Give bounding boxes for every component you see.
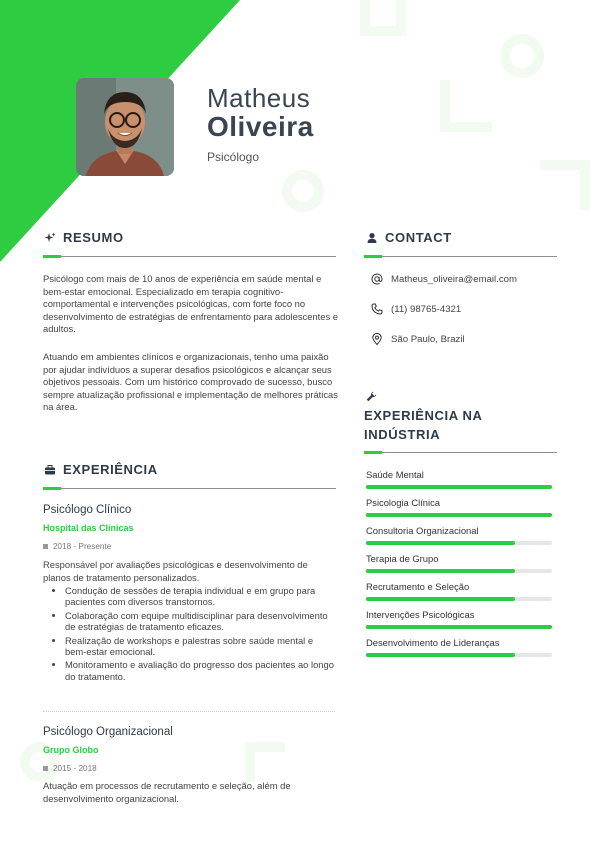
job-company-2: Grupo Globo <box>43 745 99 755</box>
skill-name: Saúde Mental <box>366 469 424 480</box>
wrench-icon <box>366 391 377 402</box>
skill-name: Recrutamento e Seleção <box>366 581 470 592</box>
contact-divider <box>364 256 557 257</box>
briefcase-icon <box>44 464 56 476</box>
contact-email[interactable] <box>371 273 517 285</box>
job-company-1: Hospital das Clínicas <box>43 523 134 533</box>
skill-item <box>366 469 552 489</box>
square-decoration <box>245 742 285 782</box>
skill-name: Terapia de Grupo <box>366 553 439 564</box>
contact-heading <box>366 230 452 245</box>
job-description-2: Atuação em processos de recrutamento e seleção, além de desenvolvimento organizacional. <box>43 780 291 804</box>
summary-paragraph-2: Atuando em ambientes clínicos e organizacionais, tenho uma paixão por ajudar indivíduos a superar desafios psicológicos e alcançar seus objetivos pessoais. Com um histórico comprovado de sucesso, busco sempre atualização profissional e implementação de melhores práticas na área. <box>43 351 338 413</box>
skill-bar-track <box>366 653 552 657</box>
industry-title-line-1: EXPERIÊNCIA NA <box>364 408 483 423</box>
circle-decoration <box>282 170 324 212</box>
square-decoration <box>360 0 406 36</box>
job-bullet: • Condução de sessões de terapia individual e em grupo para pacientes com diversos transtornos. <box>65 585 335 608</box>
skill-bar-track <box>366 513 552 517</box>
job-dates-2 <box>43 764 97 773</box>
job-dates-text: 2018 - Presente <box>53 542 112 551</box>
profile-photo <box>76 78 174 176</box>
experience-heading <box>44 462 158 477</box>
contact-phone[interactable] <box>371 303 461 315</box>
skill-bar-track <box>366 485 552 489</box>
portrait-photo-icon <box>76 78 174 176</box>
circle-decoration <box>500 34 544 78</box>
calendar-icon <box>43 544 48 549</box>
skill-bar-fill <box>366 653 515 657</box>
experience-divider <box>43 488 336 489</box>
skill-bar-track <box>366 625 552 629</box>
skill-bar-track <box>366 541 552 545</box>
job-bullet: • Monitoramento e avaliação do progresso dos pacientes ao longo do tratamento. <box>65 659 335 682</box>
summary-paragraph-1: Psicólogo com mais de 10 anos de experiência em saúde mental e bem-estar emocional. Especializado em terapia cognitivo-comportamental e intervenções psicológicas, com forte foco no desenvolvimento de estratégias de enfrentamento para adolescentes e adultos. <box>43 273 338 335</box>
skill-bar-track <box>366 597 552 601</box>
square-decoration <box>440 80 492 132</box>
skill-bar-track <box>366 569 552 573</box>
at-sign-icon <box>371 273 383 285</box>
skill-bar-fill <box>366 485 552 489</box>
job-role-2: Psicólogo Organizacional <box>43 726 173 738</box>
skill-item <box>366 581 552 601</box>
contact-location-text: São Paulo, Brazil <box>391 333 465 345</box>
skill-bar-fill <box>366 569 515 573</box>
job-dates-1 <box>43 542 111 551</box>
skill-name: Consultoria Organizacional <box>366 525 479 536</box>
job-bullet: • Realização de workshops e palestras sobre saúde mental e bem-estar emocional. <box>65 635 335 658</box>
job-separator <box>43 711 335 712</box>
skill-bar-fill <box>366 541 515 545</box>
skill-name: Intervenções Psicológicas <box>366 609 475 620</box>
contact-email-text: Matheus_oliveira@email.com <box>391 273 517 285</box>
sparkle-icon <box>44 232 56 244</box>
industry-title-line-2: INDÚSTRIA <box>364 427 441 442</box>
experience-title: EXPERIÊNCIA <box>63 462 158 477</box>
skill-item <box>366 609 552 629</box>
skill-name: Desenvolvimento de Lideranças <box>366 637 500 648</box>
person-icon <box>366 232 378 244</box>
skill-bar-fill <box>366 625 552 629</box>
square-decoration <box>540 160 590 210</box>
job-bullet: • Colaboração com equipe multidisciplinar para desenvolvimento de estratégias de tratamento eficazes. <box>65 610 335 633</box>
job-dates-text: 2015 - 2018 <box>53 764 97 773</box>
location-pin-icon <box>371 333 383 345</box>
skill-bar-fill <box>366 513 552 517</box>
skill-item <box>366 637 552 657</box>
summary-heading <box>44 230 124 245</box>
calendar-icon <box>43 766 48 771</box>
job-title: Psicólogo <box>207 150 260 164</box>
contact-phone-text: (11) 98765-4321 <box>391 303 462 315</box>
summary-title: RESUMO <box>63 230 124 245</box>
skill-item <box>366 525 552 545</box>
phone-icon <box>371 303 383 315</box>
skill-bar-fill <box>366 597 515 601</box>
last-name: Oliveira <box>207 111 314 142</box>
job-description-1: Responsável por avaliações psicológicas e desenvolvimento de planos de tratamento personalizados. <box>43 559 308 583</box>
skill-item <box>366 553 552 573</box>
skill-item <box>366 497 552 517</box>
job-bullets-1 <box>43 585 335 684</box>
job-role-1: Psicólogo Clínico <box>43 504 132 516</box>
contact-title: CONTACT <box>385 230 452 245</box>
summary-divider <box>43 256 336 257</box>
contact-location <box>371 333 465 345</box>
skill-name: Psicologia Clínica <box>366 497 440 508</box>
first-name: Matheus <box>207 83 311 113</box>
industry-divider <box>364 452 557 453</box>
